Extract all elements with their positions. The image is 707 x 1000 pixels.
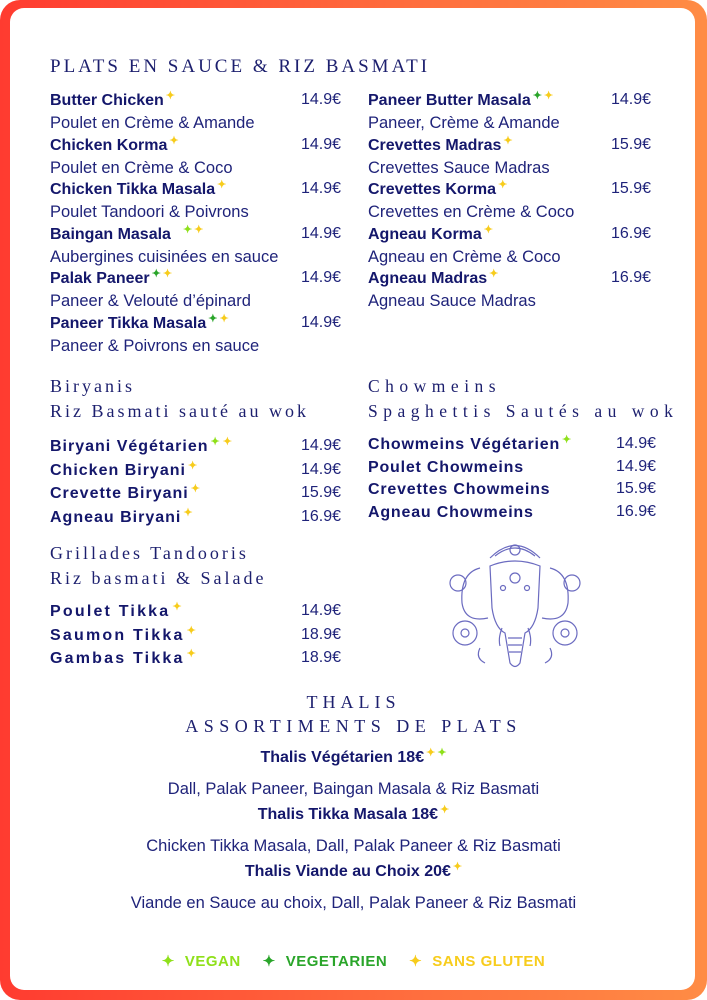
vegan-star-icon: ✦ [437, 747, 447, 759]
section-subtitle-grillades: Riz basmati & Salade [50, 568, 267, 588]
sans-gluten-star-icon: ✦ [498, 179, 508, 191]
menu-item-description: Paneer & Poivrons en sauce [50, 336, 260, 355]
menu-item-price: 14.9€ [611, 91, 652, 108]
menu-item-name [50, 625, 198, 648]
item-name-text: Crevettes Madras [368, 136, 502, 154]
sans-gluten-star-icon: ✦ [217, 179, 227, 191]
menu-item-price: 14.9€ [616, 435, 657, 452]
menu-item-price: 14.9€ [301, 313, 342, 331]
thali-description: Viande en Sauce au choix, Dall, Palak Paneer & Riz Basmati [130, 894, 577, 912]
sparkle-star-icon: ✦ [262, 953, 276, 970]
menu-item-name [50, 135, 179, 158]
menu-item-description: Paneer, Crème & Amande [368, 114, 560, 132]
item-name-text: Agneau Madras [368, 270, 488, 287]
sparkle-star-icon: ✦ [161, 953, 175, 970]
menu-item-name [50, 224, 203, 247]
menu-item-name [50, 90, 175, 113]
menu-item-description: Poulet en Crème & Coco [50, 158, 233, 177]
section-subtitle-biryanis: Riz Basmati sauté au wok [50, 401, 309, 421]
legend-label: VEGETARIEN [285, 953, 388, 970]
thali-description: Chicken Tikka Masala, Dall, Palak Paneer & Riz Basmati [146, 837, 561, 855]
menu-item-name [368, 457, 524, 479]
sans-gluten-star-icon: ✦ [483, 223, 494, 236]
elephant-mandala-illustration [440, 528, 590, 673]
legend-label: VEGAN [184, 953, 241, 970]
vegan-star-icon: ✦ [562, 434, 573, 446]
menu-item-price: 16.9€ [611, 269, 652, 286]
menu-item-name [368, 268, 498, 291]
sparkle-star-icon: ✦ [409, 953, 423, 970]
menu-item-price: 18.9€ [301, 625, 342, 643]
menu-item-price: 16.9€ [611, 224, 652, 242]
legend-item-vegetarien [263, 953, 387, 970]
vegan-star-icon: ✦ [210, 436, 221, 448]
thali-name [0, 806, 707, 824]
menu-item-price: 14.9€ [301, 91, 342, 108]
menu-item-description: Paneer & Velouté d’épinard [50, 292, 251, 310]
item-name-text: Crevette Biryani [50, 485, 189, 502]
menu-item-name [368, 502, 534, 524]
item-name-text: Chicken Biryani [50, 461, 186, 479]
sans-gluten-star-icon: ✦ [440, 804, 450, 816]
section-title-thalis: THALIS [306, 692, 401, 712]
menu-item-name [50, 601, 184, 624]
item-name-text: Poulet Tikka [50, 603, 171, 620]
dietary-legend [0, 952, 707, 970]
menu-item-name [368, 90, 553, 113]
item-name-text: Chicken Korma [50, 136, 168, 154]
menu-item-description: Crevettes en Crème & Coco [368, 203, 575, 221]
sans-gluten-star-icon: ✦ [194, 223, 204, 236]
menu-item-description: Agneau Sauce Madras [368, 292, 536, 310]
section-subtitle-thalis: ASSORTIMENTS DE PLATS [185, 716, 522, 736]
item-name-text: Paneer Butter Masala [368, 92, 531, 109]
sans-gluten-star-icon: ✦ [489, 268, 499, 280]
legend-item-vegan [162, 953, 241, 970]
item-name-text: Saumon Tikka [50, 626, 185, 644]
section-biryanis-heading [50, 374, 309, 424]
item-name-text: Butter Chicken [50, 92, 164, 109]
menu-item-description: Agneau en Crème & Coco [368, 247, 561, 266]
menu-item-price: 14.9€ [301, 180, 342, 197]
item-name-text: Paneer Tikka Masala [50, 314, 207, 332]
menu-item-price: 15.9€ [611, 180, 652, 197]
sans-gluten-star-icon: ✦ [426, 747, 436, 759]
section-subtitle-chowmeins: Spaghettis Sautés au wok [368, 401, 679, 421]
vegan-star-icon: ✦ [182, 223, 193, 236]
menu-item-description: Poulet Tandoori & Poivrons [50, 203, 249, 221]
menu-item-name [50, 313, 229, 336]
sans-gluten-star-icon: ✦ [172, 601, 184, 613]
sans-gluten-star-icon: ✦ [503, 134, 513, 147]
menu-item-description: Poulet en Crème & Amande [50, 114, 255, 132]
item-name-text: Baingan Masala [50, 225, 171, 243]
menu-item-price: 15.9€ [616, 480, 657, 497]
vegetarien-star-icon: ✦ [151, 268, 161, 280]
menu-item-name [50, 268, 172, 291]
item-name-text: Chicken Tikka Masala [50, 181, 216, 198]
item-name-text: Crevettes Korma [368, 181, 497, 198]
sans-gluten-star-icon: ✦ [186, 624, 199, 637]
menu-item-price: 14.9€ [301, 269, 342, 286]
section-title-biryanis: Biryanis [50, 376, 135, 396]
menu-item-name [368, 434, 572, 457]
menu-item-name [50, 648, 198, 671]
menu-item-name [368, 224, 493, 247]
sans-gluten-star-icon: ✦ [186, 648, 199, 660]
thali-name-text: Thalis Végétarien 18€ [260, 749, 425, 766]
menu-item-name [50, 436, 233, 459]
menu-item-name [368, 135, 513, 158]
item-name-text: Agneau Chowmeins [368, 503, 534, 521]
menu-item-description: Crevettes Sauce Madras [368, 158, 550, 177]
sans-gluten-star-icon: ✦ [165, 90, 176, 102]
thali-name-text: Thalis Viande au Choix 20€ [244, 863, 451, 880]
section-title-chowmeins: Chowmeins [368, 376, 502, 396]
menu-item-name [50, 460, 198, 483]
menu-item-price: 16.9€ [616, 502, 657, 520]
sans-gluten-star-icon: ✦ [183, 506, 194, 519]
sans-gluten-star-icon: ✦ [187, 459, 199, 472]
sans-gluten-star-icon: ✦ [162, 268, 173, 280]
menu-item-price: 14.9€ [616, 457, 657, 475]
menu-item-name [50, 179, 226, 202]
menu-item-price: 14.9€ [301, 135, 342, 153]
section-title-grillades: Grillades Tandooris [50, 543, 249, 563]
item-name-text: Chowmeins Végétarien [368, 436, 561, 453]
item-name-text: Biryani Végétarien [50, 438, 209, 455]
menu-item-price: 14.9€ [301, 460, 342, 478]
legend-label: SANS GLUTEN [432, 953, 546, 970]
sans-gluten-star-icon: ✦ [169, 134, 179, 147]
sans-gluten-star-icon: ✦ [219, 312, 229, 325]
sans-gluten-star-icon: ✦ [543, 90, 554, 102]
thali-description: Dall, Palak Paneer, Baingan Masala & Riz Basmati [167, 780, 540, 798]
sans-gluten-star-icon: ✦ [190, 483, 201, 495]
thali-name-text: Thalis Tikka Masala 18€ [257, 806, 439, 823]
sans-gluten-star-icon: ✦ [222, 436, 233, 448]
thali-name [0, 749, 707, 767]
menu-item-price: 14.9€ [301, 437, 342, 454]
menu-item-price: 15.9€ [301, 484, 342, 501]
menu-item-name [50, 507, 194, 530]
item-name-text: Poulet Chowmeins [368, 458, 524, 476]
legend-item-sans-gluten [409, 953, 545, 970]
item-name-text: Agneau Biryani [50, 508, 182, 526]
menu-item-price: 18.9€ [301, 649, 342, 666]
item-name-text: Palak Paneer [50, 270, 150, 287]
vegetarien-star-icon: ✦ [208, 312, 218, 325]
item-name-text: Gambas Tikka [50, 650, 185, 667]
item-name-text: Agneau Korma [368, 225, 482, 243]
menu-item-description: Aubergines cuisinées en sauce [50, 247, 279, 266]
menu-item-name [368, 479, 550, 501]
menu-item-name [50, 483, 201, 506]
item-name-text: Crevettes Chowmeins [368, 481, 551, 498]
sans-gluten-star-icon: ✦ [452, 861, 463, 873]
section-chowmeins-heading [368, 374, 678, 424]
menu-item-price: 16.9€ [301, 507, 342, 525]
menu-item-price: 14.9€ [301, 224, 342, 242]
section-thalis-heading [0, 690, 707, 738]
menu-item-price: 15.9€ [611, 135, 652, 153]
vegetarien-star-icon: ✦ [532, 90, 542, 102]
menu-item-price: 14.9€ [301, 602, 342, 619]
section-grillades-heading [50, 541, 266, 591]
thali-name [0, 863, 707, 881]
section-title-plats-en-sauce: PLATS EN SAUCE & RIZ BASMATI [50, 56, 431, 77]
menu-item-name [368, 179, 507, 202]
